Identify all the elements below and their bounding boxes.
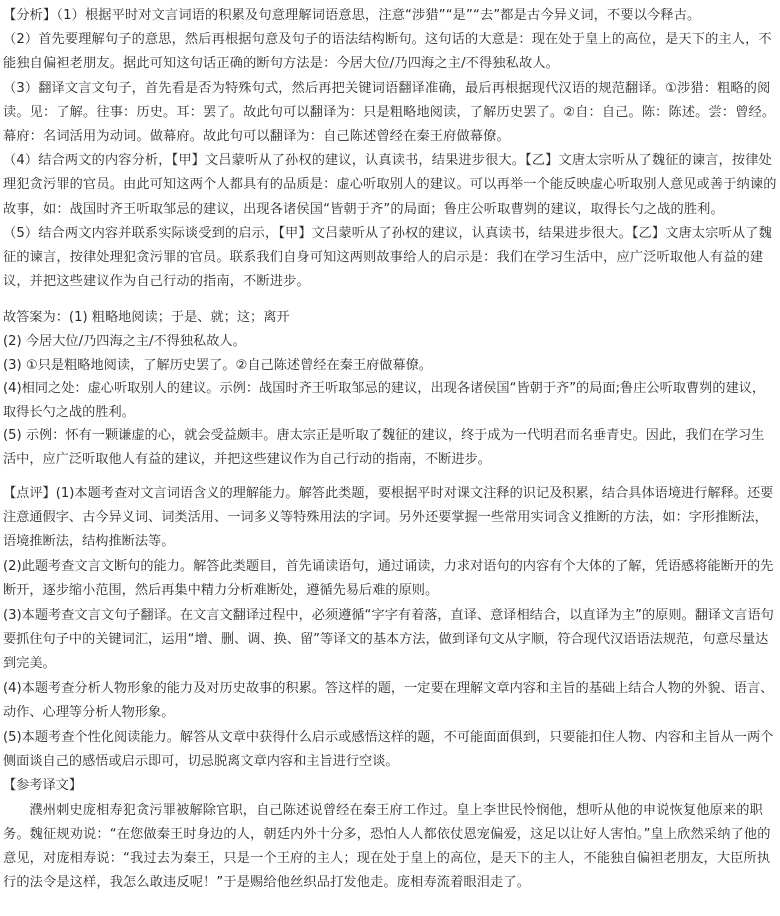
comment-paragraph-2: (2)此题考查文言文断句的能力。解答此类题目，首先诵读语句，通过诵读，力求对语句的内容有个大体的了解，凭语感将能断开的先断开，逐步缩小范围，然后再集中精力分析难断处，遵循先易后难的原则。 [3,558,774,599]
comment-paragraph-3: (3)本题考查文言文句子翻译。在文言文翻译过程中，必须遵循“字字有着落，直译、意译相结合，以直译为主”的原则。翻译文言语句要抓住句子中的关键词汇，运用“增、删、调、换、留”等译文的基本方法，做到译句文从字顺，符合现代汉语语法规范，句意尽量达到完美。 [3,607,774,672]
comment-section [3,482,777,775]
analysis-paragraph-2: （2）首先要理解句子的意思，然后再根据句意及句子的语法结构断句。这句话的大意是：现在处于皇上的高位，是天下的主人，不能独自偏袒老朋友。据此可知这句话正确的断句方法是：今居大位/乃四海之主/不得独私故人。 [3,32,772,72]
answer-section [3,306,777,471]
answer-line-5: (5) 示例：怀有一颗谦虚的心，就会受益颇丰。唐太宗正是听取了魏征的建议，终于成为一代明君而名垂青史。因此，我们在学习生活中，应广泛听取他人有益的建议，并把这些建议作为自己行动的指南，不断进步。 [3,428,765,467]
analysis-paragraph-4: （4）结合两文的内容分析，【甲】文吕蒙听从了孙权的建议，认真读书，结果进步很大。【乙】文唐太宗听从了魏征的谏言，按律处理犯贪污罪的官员。由此可知这两个人都具有的品质是：虚心听取别人的建议。可以再举一个能反映虚心听取别人意见或善于纳谏的故事，如：战国时齐王听取邹忌的建议，出现各诸侯国“皆朝于齐”的局面；鲁庄公听取曹刿的建议，取得长勺之战的胜利。 [3,153,777,217]
analysis-paragraph-3: （3）翻译文言文句子，首先看是否为特殊句式，然后再把关键词语翻译准确，最后再根据现代汉语的规范翻译。①涉猎：粗略的阅读。见：了解。往事：历史。耳：罢了。故此句可以翻译为：只是粗略地阅读，了解历史罢了。②自：自己。陈：陈述。尝：曾经。幕府：名词活用为动词。做幕府。故此句可以翻译为：自己陈述曾经在秦王府做幕僚。 [3,80,776,145]
translation-section [3,774,777,895]
analysis-paragraph-1: 【分析】（1）根据平时对文言词语的积累及句意理解词语意思，注意“涉猎”“是”“去”都是古今异义词，不要以今释古。 [3,8,701,23]
answer-line-1: 故答案为：(1) 粗略地阅读；于是、就；这；离开 [3,310,290,326]
comment-paragraph-4: (4)本题考查分析人物形象的能力及对历史故事的积累。答这样的题，一定要在理解文章内容和主旨的基础上结合人物的外貌、语言、动作、心理等分析人物形象。 [3,680,774,721]
answer-line-2: (2) 今居大位/乃四海之主/不得独私故人。 [3,334,246,350]
answer-line-3: (3) ①只是粗略地阅读，了解历史罢了。②自己陈述曾经在秦王府做幕僚。 [3,357,432,373]
translation-body: 濮州刺史庞相寿犯贪污罪被解除官职，自己陈述说曾经在秦王府工作过。皇上李世民怜悯他，想听从他的申说恢复他原来的职务。魏征规劝说：“在您做秦王时身边的人，朝廷内外十分多，恐怕人人都依仗恩宠偏爱，这足以让好人害怕。”皇上欣然采纳了他的意见，对庞相寿说：“我过去为秦王，只是一个王府的主人；现在处于皇上的高位，是天下的主人，不能独自偏袒老朋友，大臣所执行的法令是这样，我怎么敢违反呢！”于是赐给他丝织品打发他走。庞相寿流着眼泪走了。 [3,802,771,891]
section-spacer [3,472,777,482]
analysis-section [3,4,777,294]
answer-line-4: (4)相同之处：虚心听取别人的建议。示例：战国时齐王听取邹忌的建议，出现各诸侯国“皆朝于齐”的局面;鲁庄公听取曹刿的建议，取得长勺之战的胜利。 [3,381,766,420]
translation-heading: 【参考译文】 [3,778,83,794]
analysis-paragraph-5: （5）结合两文内容并联系实际谈受到的启示，【甲】文吕蒙听从了孙权的建议，认真读书，结果进步很大。【乙】文唐太宗听从了魏征的谏言，按律处理犯贪污罪的官员。联系我们自身可知这两则故事给人的启示是：我们在学习生活中，应广泛听取他人有益的建议，并把这些建议作为自己行动的指南，不断进步。 [3,225,772,290]
comment-paragraph-5: (5)本题考查个性化阅读能力。解答从文章中获得什么启示或感悟这样的题，不可能面面俱到，只要能扣住人物、内容和主旨从一两个侧面谈自己的感悟或启示即可，切忌脱离文章内容和主旨进行空谈。 [3,729,774,770]
comment-paragraph-1: 【点评】(1)本题考查对文言词语含义的理解能力。解答此类题，要根据平时对课文注释的识记及积累，结合具体语境进行解释。还要注意通假字、古今异义词、词类活用、一词多义等特殊用法的字词。另外还要掌握一些常用实词含义推断的方法，如：字形推断法，语境推断法，结构推断法等。 [3,485,774,550]
section-spacer [3,294,777,306]
